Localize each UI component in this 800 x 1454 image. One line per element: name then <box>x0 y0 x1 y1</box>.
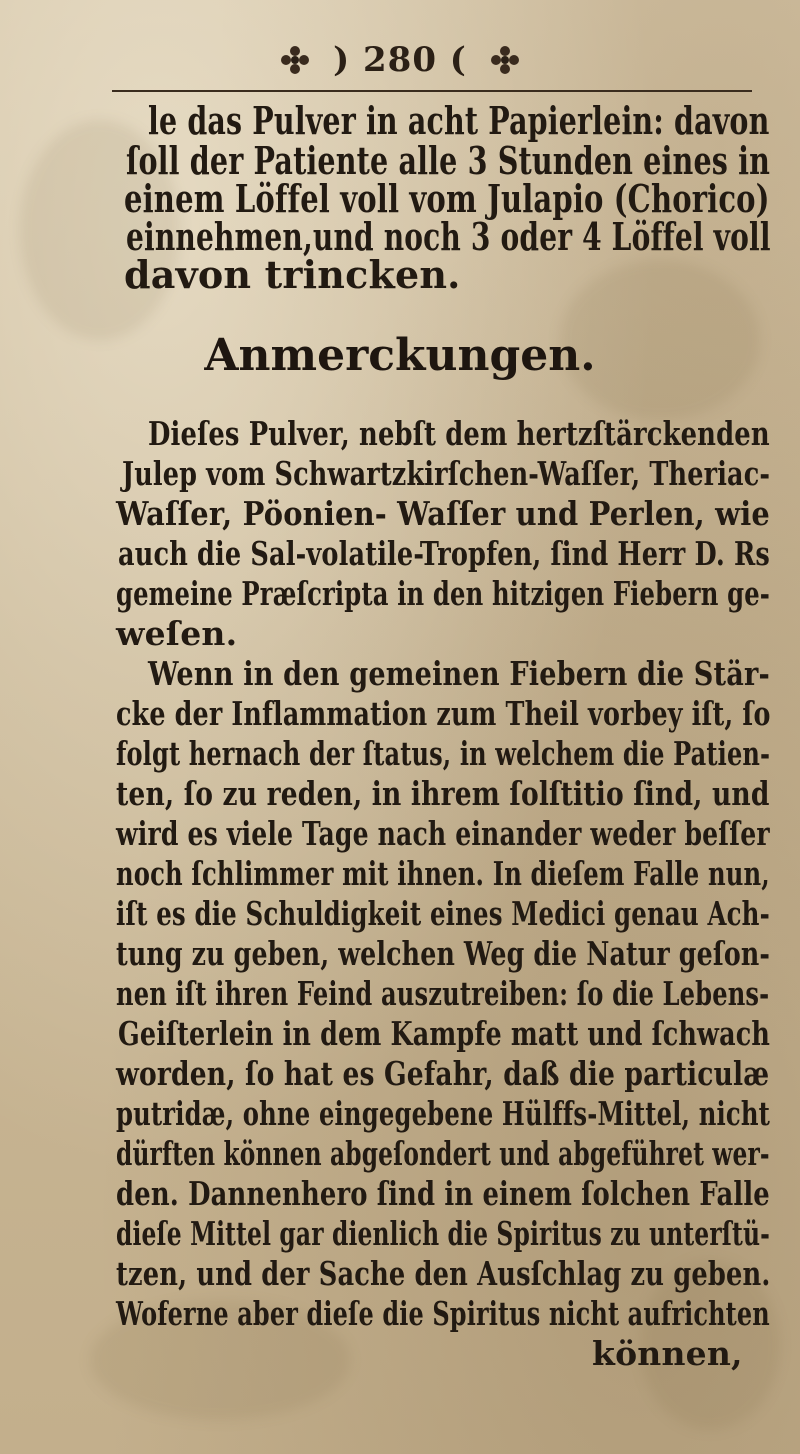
text-line-6: Dieſes Pulver, nebſt dem hertzſtärckenden <box>148 414 770 453</box>
text-line-10: gemeine Præſcripta in den hitzigen Fiebern ge- <box>116 574 771 613</box>
text-line-5: davon trincken. <box>124 252 461 297</box>
header-rule <box>112 90 752 92</box>
text-line-25: den. Dannenhero ſind in einem ſolchen Falle <box>116 1174 770 1213</box>
text-line-13: cke der Inflammation zum Theil vorbey iſt, ſo <box>116 694 771 733</box>
text-line-27: tzen, und der Sache den Ausſchlag zu geben. <box>116 1254 771 1293</box>
text-line-1: le das Pulver in acht Papierlein: davon <box>148 98 770 143</box>
text-line-8: Waſſer, Pöonien- Waſſer und Perlen, wie <box>116 494 770 533</box>
text-line-2: ſoll der Patiente alle 3 Stunden eines in <box>126 138 771 183</box>
text-line-21: Geiſterlein in dem Kampfe matt und ſchwach <box>118 1014 771 1053</box>
text-line-28: Woferne aber dieſe die Spiritus nicht aufrichten <box>116 1294 770 1333</box>
text-line-19: tung zu geben, welchen Weg die Natur geſon- <box>116 934 771 973</box>
text-line-16: wird es viele Tage nach einander weder beſſer <box>116 814 770 853</box>
section-heading: Anmerckungen. <box>204 330 596 381</box>
text-line-24: dürften können abgeſondert und abgeführet wer- <box>116 1134 770 1173</box>
text-line-11: weſen. <box>116 614 238 653</box>
flower-ornament-icon <box>488 43 522 77</box>
text-line-14: folgt hernach der ſtatus, in welchem die Patien- <box>116 734 771 773</box>
text-line-12: Wenn in den gemeinen Fiebern die Stär- <box>148 654 770 693</box>
page-header <box>0 40 800 80</box>
text-line-15: ten, ſo zu reden, in ihrem ſolſtitio ſind, und <box>116 774 770 813</box>
text-line-20: nen iſt ihren Feind auszutreiben: ſo die Lebens- <box>116 974 770 1013</box>
text-line-18: iſt es die Schuldigkeit eines Medici genau Ach- <box>116 894 770 933</box>
catchword: können, <box>592 1334 743 1373</box>
text-line-22: worden, ſo hat es Gefahr, daß die particulæ <box>116 1054 770 1093</box>
flower-ornament-icon <box>278 43 312 77</box>
text-line-26: dieſe Mittel gar dienlich die Spiritus zu unterſtü- <box>116 1214 770 1253</box>
text-line-4: einnehmen,und noch 3 oder 4 Löffel voll <box>126 214 771 259</box>
text-line-23: putridæ, ohne eingegebene Hülffs-Mittel, nicht <box>116 1094 771 1133</box>
text-line-9: auch die Sal-volatile-Tropfen, ſind Herr D. Rs <box>118 534 770 573</box>
page-number: ) 280 ( <box>333 40 467 80</box>
text-line-17: noch ſchlimmer mit ihnen. In dieſem Falle nun, <box>116 854 770 893</box>
text-line-7: Julep vom Schwartzkirſchen-Waſſer, Theriac- <box>122 454 771 493</box>
text-line-3: einem Löffel voll vom Julapio (Chorico) <box>124 176 770 221</box>
